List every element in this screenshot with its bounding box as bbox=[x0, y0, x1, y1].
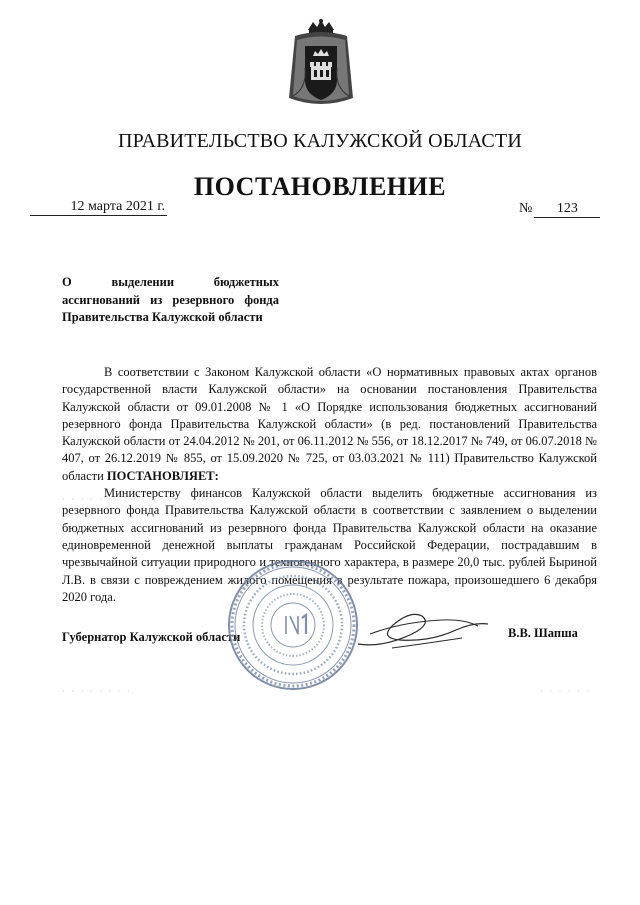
body-paragraph-2: Министерству финансов Калужской области выделить бюджетные ассигнования из резервного фонда Правительства Калужской области в соответствии с заявлением о выделении бюджетных ассигнований из резервного фонда Правительства Калужской области на оказание единовременной денежной выплаты гражданам Российской Федерации, пострадавшим в чрезвычайной ситуации природного и техногенного характера, в размере 20,0 тыс. рублей Быриной Л.В. в связи с повреждением жилого помещения в результате пожара, произошедшего 6 декабря 2020 года. bbox=[62, 486, 597, 604]
document-type-heading: ПОСТАНОВЛЕНИЕ bbox=[193, 172, 447, 201]
signatory-name: В.В. Шапша bbox=[508, 626, 578, 640]
document-date: 12 марта 2021 г. bbox=[30, 198, 167, 216]
scan-artifact: · · · · · · bbox=[62, 494, 114, 504]
official-stamp bbox=[226, 558, 360, 692]
scan-artifact: · · · · · · · · bbox=[62, 686, 132, 696]
number-sign: № bbox=[519, 201, 533, 216]
coat-of-arms-icon bbox=[283, 18, 359, 112]
handwritten-signature bbox=[352, 604, 492, 656]
paragraph-1-text: В соответствии с Законом Калужской области «О нормативных правовых актах органов государственной власти Калужской области» на основании постановления Правительства Калужской области от 09.01.2008 № 1 «О Порядке использования бюджетных ассигнований резервного фонда Правительства Калужской области» (в ред. постановлений Правительства Калужской области от 24.04.2012 № 201, от 06.11.2012 № 556, от 18.12.2017 № 749, от 06.07.2018 № 407, от 26.12.2019 № 855, от 15.09.2020 № 725, от 03.03.2021 № 111) Правительство Калужской области bbox=[62, 365, 597, 483]
decree-word: ПОСТАНОВЛЯЕТ: bbox=[106, 468, 219, 483]
organization-title: ПРАВИТЕЛЬСТВО КАЛУЖСКОЙ ОБЛАСТИ bbox=[118, 130, 522, 152]
document-number-field bbox=[519, 200, 600, 218]
document-subject: О выделении бюджетных ассигнований из резервного фонда Правительства Калужской области bbox=[62, 275, 279, 324]
signatory-position: Губернатор Калужской области bbox=[62, 630, 241, 644]
document-number: 123 bbox=[534, 200, 600, 218]
scan-artifact: · · · · · · bbox=[540, 686, 592, 696]
body-paragraph-1 bbox=[62, 364, 597, 485]
